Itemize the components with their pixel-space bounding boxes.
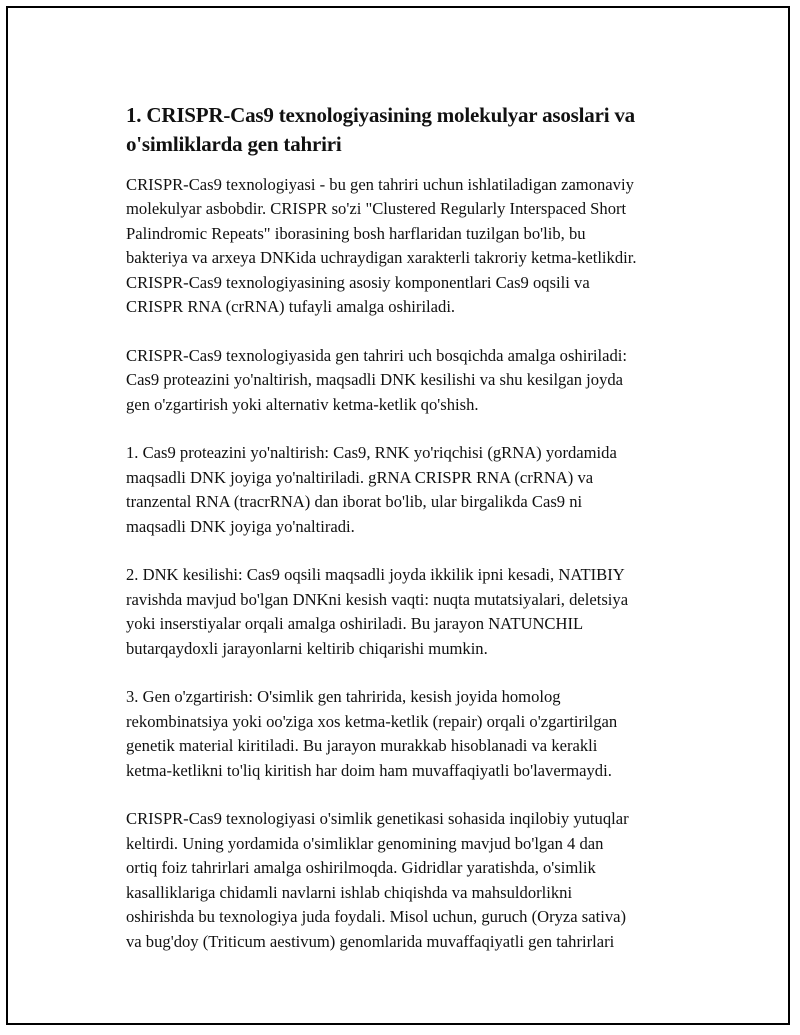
paragraph-intro: CRISPR-Cas9 texnologiyasi - bu gen tahriri uchun ishlatiladigan zamonaviy molekulyar asbobdir. CRISPR so'zi "Clustered Regularly Interspaced Short Palindromic Repeats" iborasining bosh harflaridan tuzilgan bo'lib, bu bakteriya va arxeya DNKida uchraydigan xarakterli takroriy ketma-ketlikdir. CRISPR-Cas9 texnologiyasining asosiy komponentlari Cas9 oqsili va CRISPR RNA (crRNA) tufayli amalga oshiriladi.	[126, 175, 637, 317]
page-frame	[6, 6, 790, 1025]
paragraph-applications: CRISPR-Cas9 texnologiyasi o'simlik genetikasi sohasida inqilobiy yutuqlar keltirdi. Uning yordamida o'simliklar genomining mavjud bo'lgan 4 dan ortiq foiz tahrirlari amalga oshirilmoqda. Gidridlar yaratishda, o'simlik kasalliklariga chidamli navlarni ishlab chiqishda va mahsuldorlikni oshirishda bu texnologiya juda foydali. Misol uchun, guruch (Oryza sativa) va bug'doy (Triticum aestivum) genomlarida muvaffaqiyatli gen tahrirlari	[126, 809, 629, 951]
document-body	[126, 101, 696, 978]
paragraph-stages: CRISPR-Cas9 texnologiyasida gen tahriri uch bosqichda amalga oshiriladi: Cas9 proteazini yo'naltirish, maqsadli DNK kesilishi va shu kesilgan joyda gen o'zgartirish yoki alternativ ketma-ketlik qo'shish.	[126, 345, 627, 414]
document-title: 1. CRISPR-Cas9 texnologiyasining molekulyar asoslari va o'simliklarda gen tahriri	[126, 103, 635, 156]
paragraph-step-3: 3. Gen o'zgartirish: O'simlik gen tahririda, kesish joyida homolog rekombinatsiya yoki oo'ziga xos ketma-ketlik (repair) orqali o'zgartirilgan genetik material kiritiladi. Bu jarayon murakkab hisoblanadi va kerakli ketma-ketlikni to'liq kiritish har doim ham muvaffaqiyatli bo'lavermaydi.	[126, 687, 618, 780]
paragraph-step-1: 1. Cas9 proteazini yo'naltirish: Cas9, RNK yo'riqchisi (gRNA) yordamida maqsadli DNK joyiga yo'naltiriladi. gRNA CRISPR RNA (crRNA) va tranzental RNA (tracrRNA) dan iborat bo'lib, ular birgalikda Cas9 ni maqsadli DNK joyiga yo'naltiradi.	[126, 443, 617, 536]
paragraph-step-2: 2. DNK kesilishi: Cas9 oqsili maqsadli joyda ikkilik ipni kesadi, NATIBIY ravishda mavjud bo'lgan DNKni kesish vaqti: nuqta mutatsiyalari, deletsiya yoki inserstiyalar orqali amalga oshiriladi. Bu jarayon NATUNCHIL butarqaydoxli jarayonlarni keltirib chiqarishi mumkin.	[126, 565, 629, 658]
